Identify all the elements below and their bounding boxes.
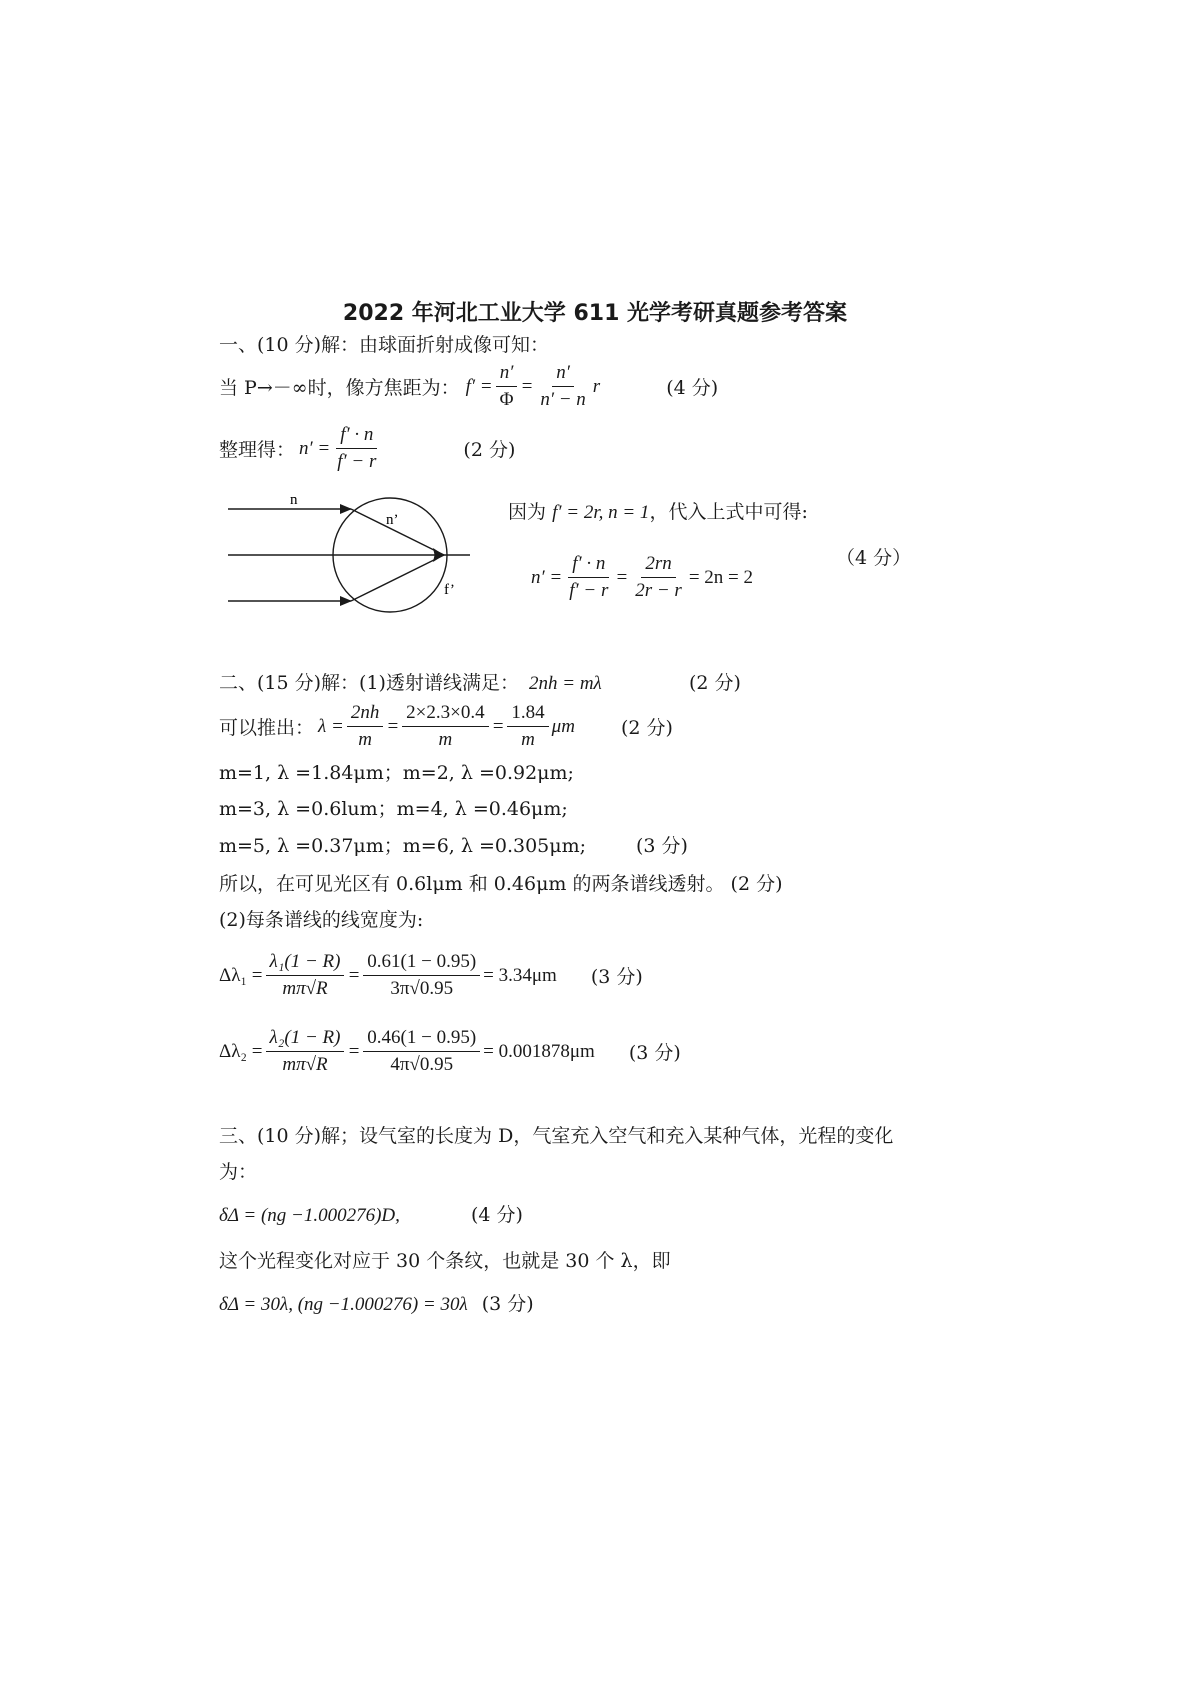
q1-line1-frac1 (496, 362, 518, 411)
q2-derive-eq2: = (491, 715, 505, 737)
q3-equation-2-score: (3 分) (481, 1293, 534, 1315)
q1-line2-frac (333, 424, 380, 473)
q2-derive-frac3-den: m (521, 729, 535, 750)
q2-derive-score: (2 分) (620, 717, 673, 739)
q2-heading: 二、(15 分)解：(1)透射谱线满足： (219, 672, 519, 694)
q1-line1-score: (4 分) (666, 377, 719, 399)
q2-w2-lhs: Δλ₂ = (219, 1040, 263, 1062)
q1-cond-math: f′ = 2r, n = 1 (552, 502, 650, 523)
q2-condition-math: 2nh = mλ (529, 673, 602, 694)
q2-w1-tail: = 3.34μm (483, 964, 557, 986)
q1-result-score: （4 分） (836, 547, 912, 569)
q1-line2-frac-num: f′ · n (336, 424, 377, 449)
q2-derive-frac2 (402, 702, 488, 751)
q2-list3-score: (3 分) (636, 835, 688, 857)
diagram-label-n: n (290, 492, 298, 508)
q1-heading: 一、(10 分)解：由球面折射成像可知： (219, 334, 550, 356)
diagram-label-f-prime: f’ (444, 582, 455, 598)
q2-w2-frac1 (266, 1027, 345, 1076)
q2-w2-frac1-num: λ₂(1 − R) (266, 1027, 345, 1052)
q3-heading-line-2: 为： (219, 1161, 258, 1183)
q2-w1-frac2-num: 0.61(1 − 0.95) (363, 951, 480, 976)
q3-equation-2: δΔ = 30λ, (ng −1.000276) = 30λ (219, 1294, 468, 1315)
q2-list-line-1: m=1, λ =1.84μm；m=2, λ =0.92μm; (219, 762, 574, 784)
q2-heading-line (219, 671, 741, 696)
q1-res-eq: = (615, 566, 629, 588)
q2-width1-equation (219, 951, 643, 1000)
q1-res-tail: = 2n = 2 (688, 566, 754, 588)
q2-w2-frac2-den: 4π√0.95 (390, 1054, 454, 1075)
q2-list-line-2: m=3, λ =0.6lum；m=4, λ =0.46μm; (219, 798, 568, 820)
ray-bottom-refracted (351, 555, 444, 601)
arrow-bottom-icon (340, 596, 352, 606)
q1-line1-frac1-num: n′ (496, 362, 518, 387)
q1-line1-frac1-den: Φ (499, 389, 514, 410)
q2-w1-frac1-den: mπ√R (282, 978, 328, 999)
arrow-top-icon (340, 504, 352, 514)
q1-line1-lhs: f′ = (465, 375, 493, 397)
q1-res-frac2-den: 2r − r (635, 580, 682, 601)
q2-w1-frac2-den: 3π√0.95 (390, 978, 454, 999)
q2-derive-frac1-num: 2nh (347, 702, 384, 727)
q2-list3-text: m=5, λ =0.37μm；m=6, λ =0.305μm; (219, 835, 587, 857)
q1-res-frac1 (565, 553, 612, 602)
q3-equation-1-score: (4 分) (471, 1204, 523, 1226)
q2-derive-frac3-num: 1.84 (507, 702, 548, 727)
q2-derive-lhs: λ = (318, 715, 344, 737)
diagram-label-n-prime: n’ (386, 512, 399, 528)
q2-w2-eq: = (347, 1040, 361, 1062)
q3-equation-2-line (219, 1292, 534, 1317)
q1-line1-eq: = (520, 375, 534, 397)
q2-w2-tail: = 0.001878μm (483, 1040, 595, 1062)
q3-text-2: 这个光程变化对应于 30 个条纹，也就是 30 个 λ，即 (219, 1250, 671, 1272)
q1-focal-equation (219, 362, 718, 411)
q2-w2-frac2-num: 0.46(1 − 0.95) (363, 1027, 480, 1052)
q2-part2-heading: (2)每条谱线的线宽度为: (219, 909, 424, 931)
q2-derive-frac2-num: 2×2.3×0.4 (402, 702, 488, 727)
q2-w1-frac2 (363, 951, 480, 1000)
q2-w1-lhs: Δλ₁ = (219, 964, 263, 986)
q2-w1-frac1-num: λ₁(1 − R) (266, 951, 345, 976)
q2-derive-unit: μm (551, 715, 575, 737)
q1-line1-text: 当 P→－∞时，像方焦距为： (219, 377, 460, 399)
q1-line1-tail: r (592, 375, 601, 397)
q2-w2-frac2 (363, 1027, 480, 1076)
q1-res-frac2 (631, 553, 686, 602)
q1-res-frac1-num: f′ · n (568, 553, 609, 578)
q3-equation-1-line (219, 1203, 523, 1228)
q2-derive-frac1-den: m (358, 729, 372, 750)
q1-res-lhs: n′ = (531, 566, 563, 588)
q1-line2-lhs: n′ = (299, 437, 331, 459)
q1-line2-text: 整理得： (219, 439, 296, 461)
page-title: 2022 年河北工业大学 611 光学考研真题参考答案 (342, 301, 848, 326)
q2-derive-frac3 (507, 702, 548, 751)
q1-line1-frac2-num: n′ (552, 362, 574, 387)
refraction-diagram (222, 490, 482, 620)
q1-line1-frac2-den: n′ − n (540, 389, 586, 410)
q1-line2-score: (2 分) (463, 439, 516, 461)
q1-res-frac2-num: 2rn (641, 553, 675, 578)
q2-w2-score: (3 分) (628, 1042, 681, 1064)
q2-w1-score: (3 分) (590, 966, 643, 988)
q2-derive-frac1 (347, 702, 384, 751)
q1-cond-tail: ，代入上式中可得: (649, 501, 808, 523)
q1-res-frac1-den: f′ − r (569, 580, 609, 601)
q1-line1-frac2 (536, 362, 589, 411)
q1-line2-frac-den: f′ − r (337, 451, 377, 472)
q1-result-equation (531, 553, 753, 602)
q2-conclusion: 所以，在可见光区有 0.6lμm 和 0.46μm 的两条谱线透射。 (2 分) (219, 873, 783, 895)
q2-derive-equation (219, 702, 673, 751)
q2-w2-frac1-den: mπ√R (282, 1054, 328, 1075)
q3-heading-line-1: 三、(10 分)解；设气室的长度为 D，气室充入空气和充入某种气体，光程的变化 (219, 1125, 894, 1147)
q1-rearranged-equation (219, 424, 515, 473)
q1-condition-line (508, 500, 808, 525)
q2-w1-eq: = (347, 964, 361, 986)
q2-derive-eq1: = (386, 715, 400, 737)
q2-w1-frac1 (266, 951, 345, 1000)
q2-list-line-3 (219, 834, 688, 858)
q2-derive-text: 可以推出： (219, 717, 315, 739)
q2-derive-frac2-den: m (438, 729, 453, 750)
q2-width2-equation (219, 1027, 681, 1076)
q3-equation-1: δΔ = (ng −1.000276)D, (219, 1205, 400, 1226)
q1-cond-text: 因为 (508, 501, 547, 523)
q2-condition-score: (2 分) (689, 672, 741, 694)
